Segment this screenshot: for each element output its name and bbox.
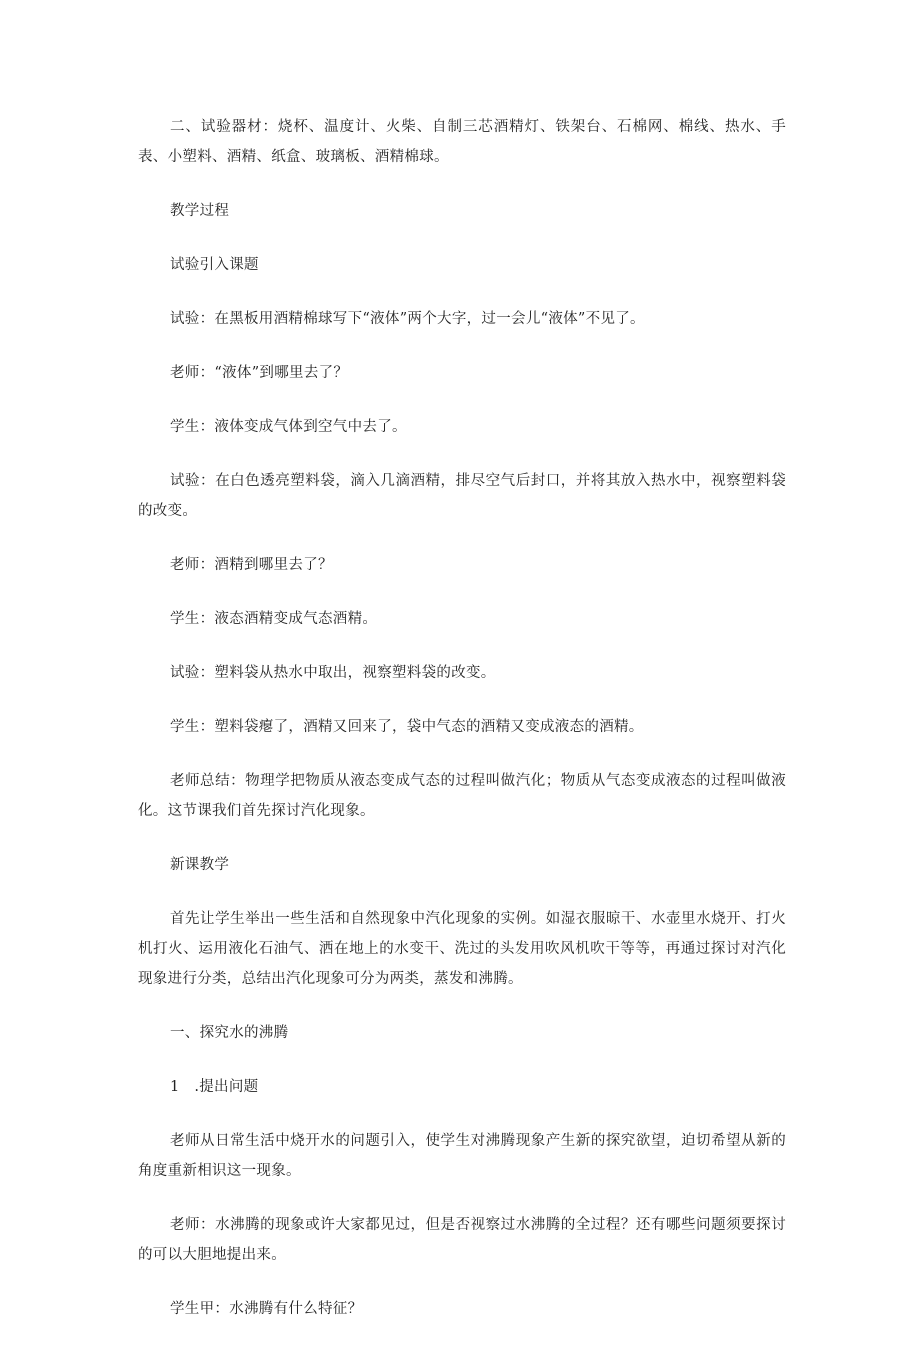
section-heading-teaching-process: 教学过程 (170, 203, 230, 219)
paragraph-teacher-2: 老师：酒精到哪里去了？ (170, 557, 333, 573)
subheading-ask-question: 1 .提出问题 (170, 1079, 259, 1095)
section-heading-boiling: 一、探究水的沸腾 (170, 1025, 289, 1041)
paragraph-new-lesson-intro: 首先让学生举出一些生活和自然现象中汽化现象的实例。如湿衣服晾干、水壶里水烧开、打火机打火、运用液化石油气、洒在地上的水变干、洗过的头发用吹风机吹干等等，再通过探讨对汽化现象进行分类，总结出汽化现象可分为两类，蒸发和沸腾。 (138, 911, 786, 987)
paragraph-student-3: 学生：塑料袋瘪了，酒精又回来了，袋中气态的酒精又变成液态的酒精。 (170, 719, 644, 735)
document-page (138, 112, 786, 1348)
paragraph-experiment-3: 试验：塑料袋从热水中取出，视察塑料袋的改变。 (170, 665, 496, 681)
paragraph-experiment-1: 试验：在黑板用酒精棉球写下“液体”两个大字，过一会儿“液体”不见了。 (170, 311, 645, 327)
paragraph-student-2: 学生：液态酒精变成气态酒精。 (170, 611, 378, 627)
equipment-paragraph: 二、试验器材：烧杯、温度计、火柴、自制三芯酒精灯、铁架台、石棉网、棉线、热水、手表、小塑料、酒精、纸盒、玻璃板、酒精棉球。 (138, 119, 786, 165)
paragraph-student-a: 学生甲：水沸腾有什么特征？ (170, 1301, 363, 1317)
paragraph-student-1: 学生：液体变成气体到空气中去了。 (170, 419, 407, 435)
paragraph-experiment-2: 试验：在白色透亮塑料袋，滴入几滴酒精，排尽空气后封口，并将其放入热水中，视察塑料袋的改变。 (138, 473, 786, 519)
section-heading-new-lesson: 新课教学 (170, 857, 230, 873)
paragraph-teacher-question: 老师：水沸腾的现象或许大家都见过，但是否视察过水沸腾的全过程？还有哪些问题须要探讨的可以大胆地提出来。 (138, 1217, 786, 1263)
paragraph-teacher-1: 老师：“液体”到哪里去了？ (170, 365, 349, 381)
paragraph-teacher-summary: 老师总结：物理学把物质从液态变成气态的过程叫做汽化；物质从气态变成液态的过程叫做液化。这节课我们首先探讨汽化现象。 (138, 773, 786, 819)
paragraph-teacher-intro: 老师从日常生活中烧开水的问题引入，使学生对沸腾现象产生新的探究欲望，迫切希望从新的角度重新相识这一现象。 (138, 1133, 786, 1179)
subheading-experiment-intro: 试验引入课题 (170, 257, 259, 273)
